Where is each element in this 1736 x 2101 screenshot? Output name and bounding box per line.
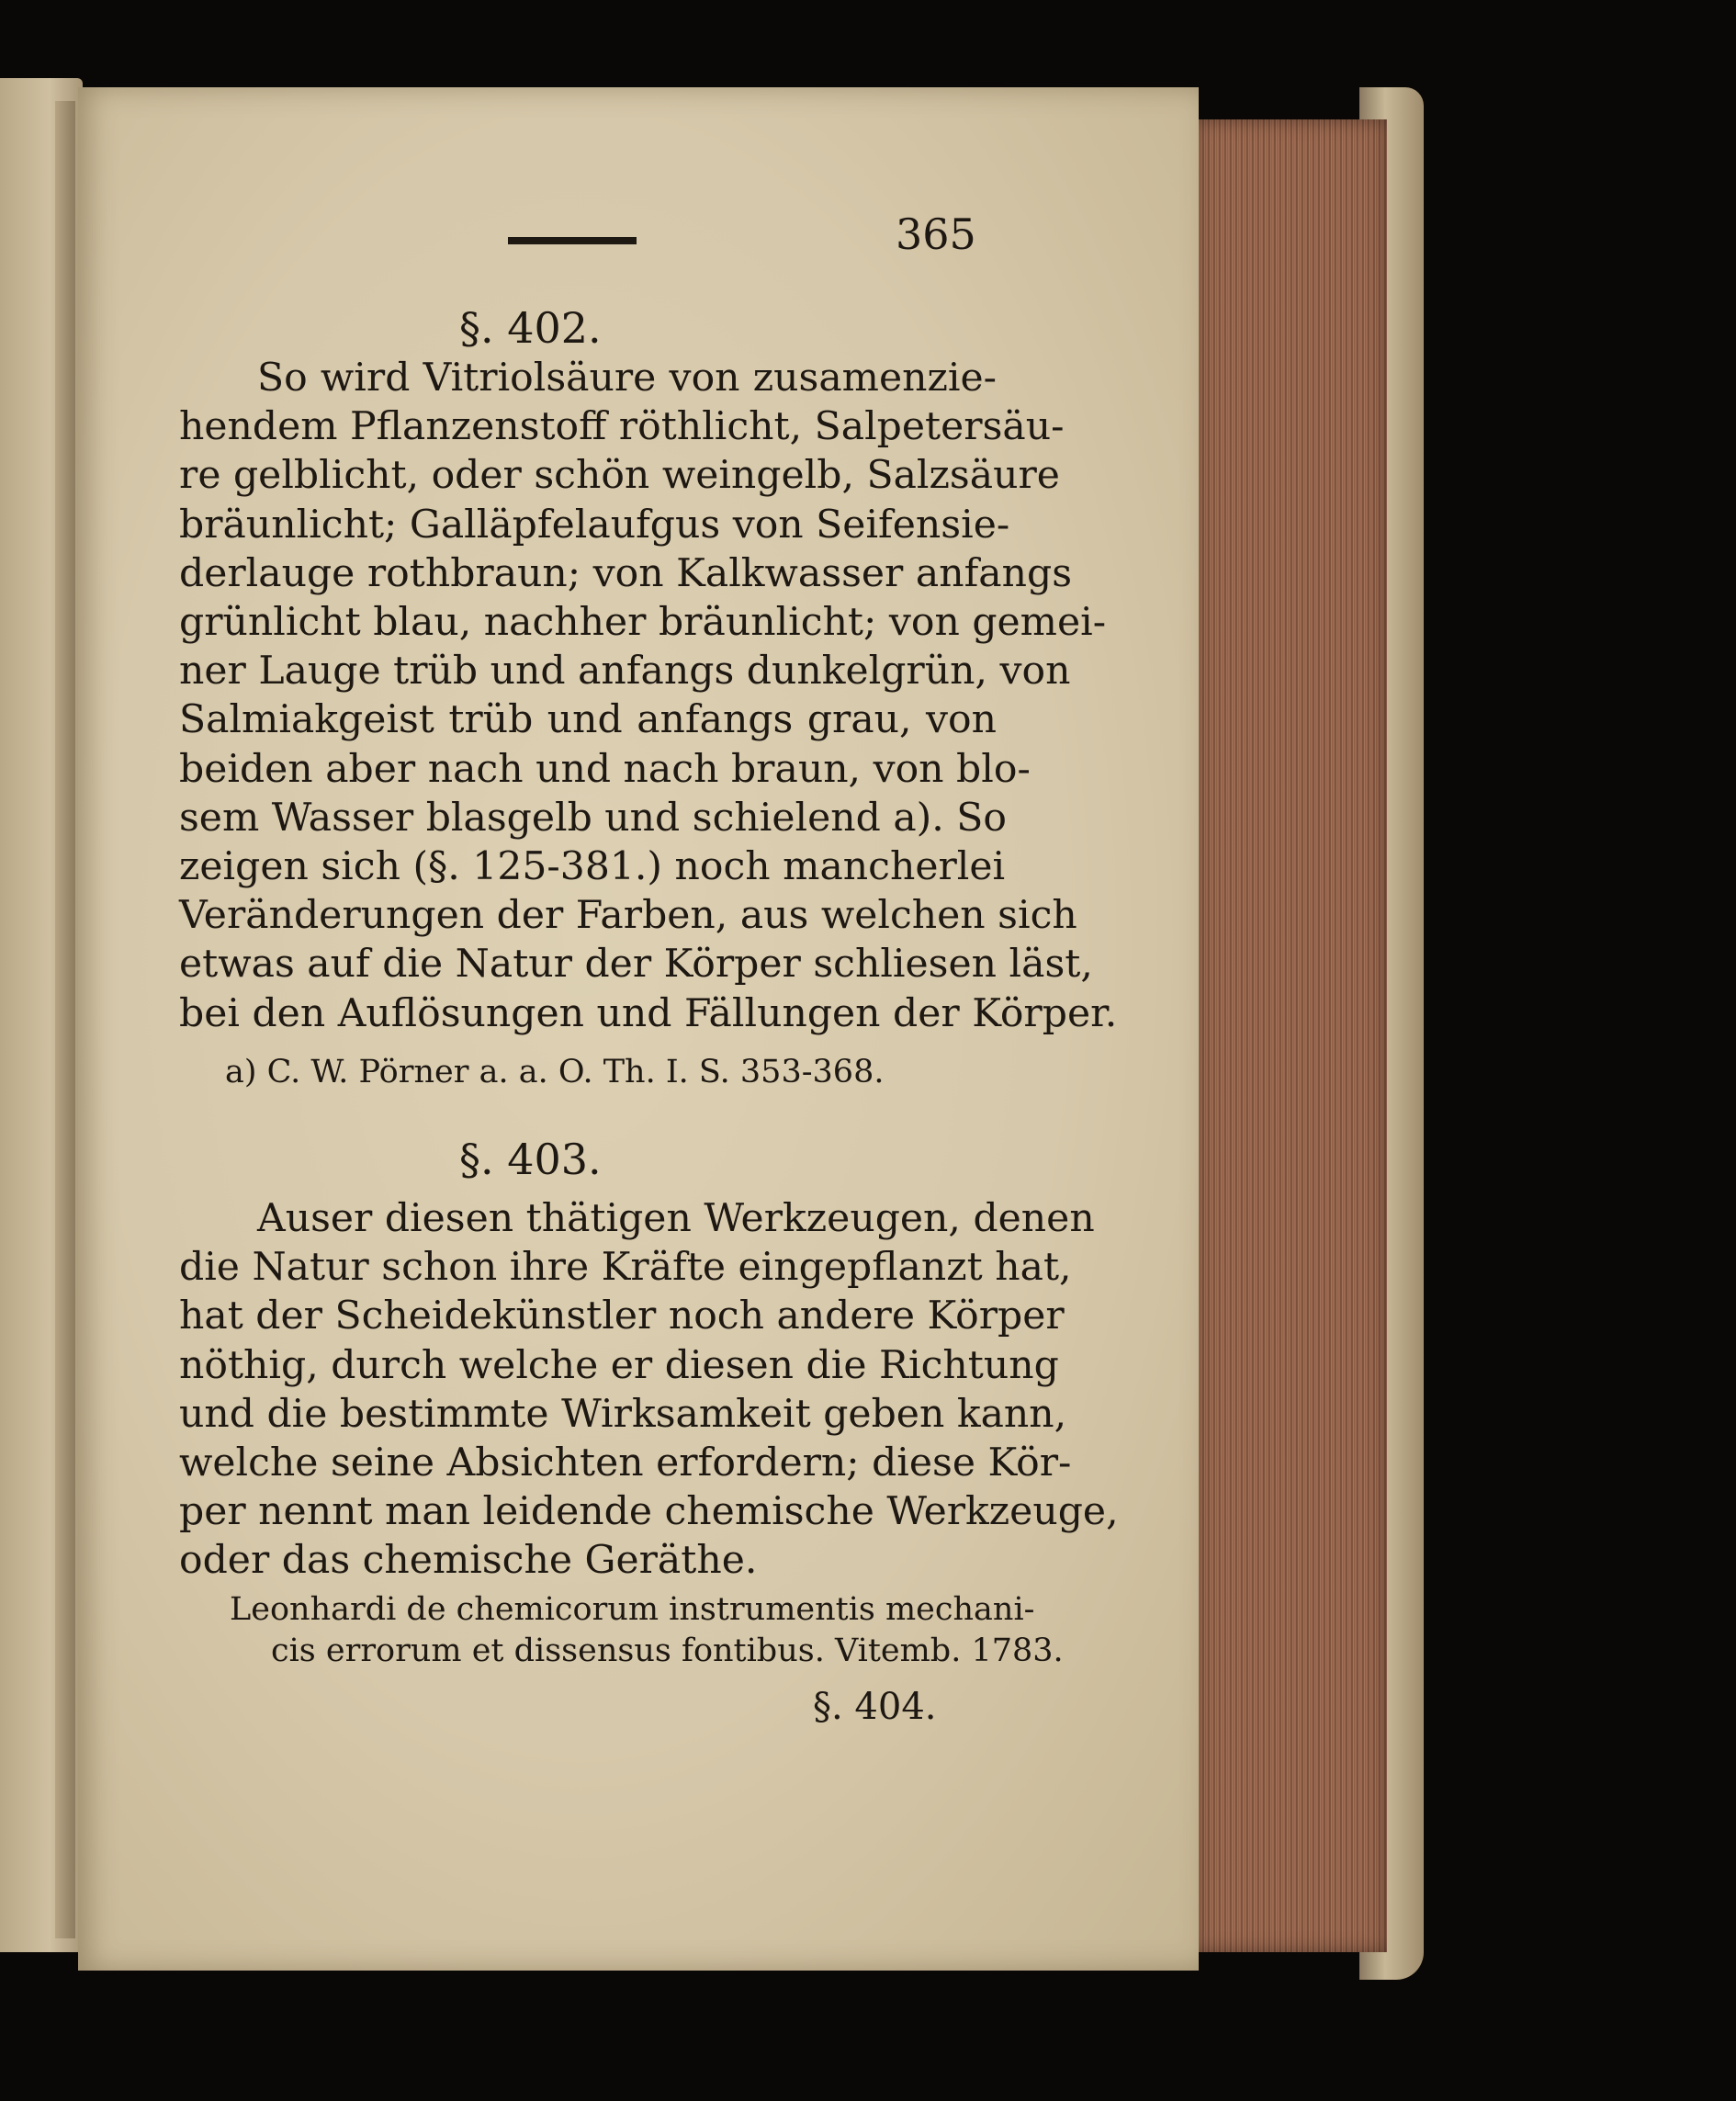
header-rule bbox=[508, 237, 637, 244]
text-line: per nennt man leidende chemische Werkzeuge, bbox=[179, 1489, 1119, 1535]
text-line: bei den Auflösungen und Fällungen der Körper. bbox=[179, 990, 1118, 1036]
footnote-402: a) C. W. Pörner a. a. O. Th. I. S. 353-368. bbox=[225, 1054, 885, 1090]
footnote-403-line-2: cis errorum et dissensus fontibus. Vitemb. 1783. bbox=[271, 1632, 1064, 1669]
text-line: zeigen sich (§. 125-381.) noch mancherlei bbox=[179, 844, 1006, 890]
text-line: hat der Scheidekünstler noch andere Körper bbox=[179, 1293, 1065, 1339]
section-402-body bbox=[179, 354, 1118, 1038]
page-number: 365 bbox=[896, 209, 976, 259]
text-line: welche seine Absichten erfordern; diese Kör- bbox=[179, 1440, 1072, 1486]
text-line: Salmiakgeist trüb und anfangs grau, von bbox=[179, 697, 997, 743]
text-line: re gelblicht, oder schön weingelb, Salzsäure bbox=[179, 453, 1060, 499]
text-line: sem Wasser blasgelb und schielend a). So bbox=[179, 795, 1007, 841]
section-heading-402: §. 402. bbox=[459, 303, 602, 353]
text-line: bräunlicht; Galläpfelaufgus von Seifensie- bbox=[179, 502, 1010, 548]
section-403-body bbox=[179, 1194, 1119, 1586]
left-page-shadow bbox=[55, 101, 75, 1938]
text-line: Veränderungen der Farben, aus welchen sich bbox=[179, 893, 1077, 939]
text-line: Auser diesen thätigen Werkzeugen, denen bbox=[257, 1196, 1095, 1241]
text-line: derlauge rothbraun; von Kalkwasser anfangs bbox=[179, 550, 1073, 596]
text-line: die Natur schon ihre Kräfte eingepflanzt hat, bbox=[179, 1245, 1072, 1291]
text-line: nöthig, durch welche er diesen die Richtung bbox=[179, 1342, 1059, 1388]
text-line: und die bestimmte Wirksamkeit geben kann, bbox=[179, 1391, 1067, 1437]
catchword: §. 404. bbox=[813, 1686, 937, 1728]
text-line: ner Lauge trüb und anfangs dunkelgrün, von bbox=[179, 649, 1071, 695]
text-line: grünlicht blau, nachher bräunlicht; von gemei- bbox=[179, 600, 1107, 646]
text-line: oder das chemische Geräthe. bbox=[179, 1538, 758, 1584]
text-line: beiden aber nach und nach braun, von blo- bbox=[179, 746, 1031, 792]
footnote-403-line-1: Leonhardi de chemicorum instrumentis mechani- bbox=[230, 1591, 1035, 1628]
text-line: hendem Pflanzenstoff röthlicht, Salpetersäu- bbox=[179, 404, 1065, 450]
text-line: So wird Vitriolsäure von zusamenzie- bbox=[257, 356, 997, 401]
page-fore-edge bbox=[1194, 119, 1387, 1952]
section-heading-403: §. 403. bbox=[459, 1135, 602, 1184]
text-line: etwas auf die Natur der Körper schliesen läst, bbox=[179, 942, 1093, 988]
